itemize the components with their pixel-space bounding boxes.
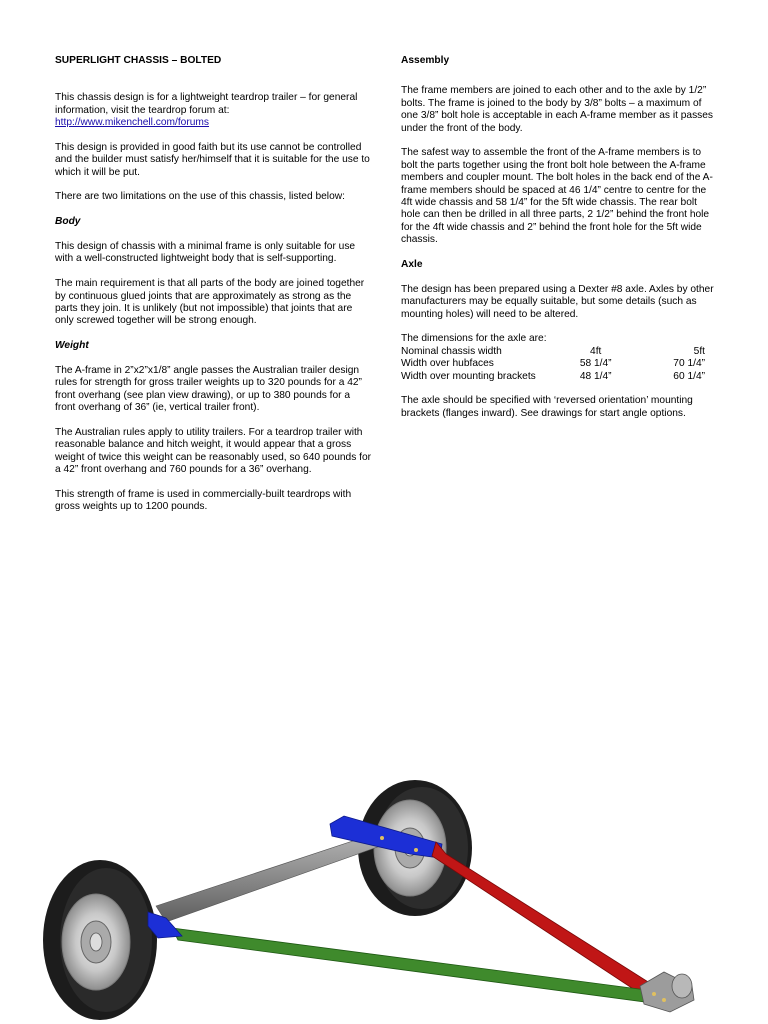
dim-value-4ft: 48 1/4” (579, 370, 612, 382)
axle-heading: Axle (401, 259, 423, 271)
document-title: SUPERLIGHT CHASSIS – BOLTED (55, 55, 222, 66)
intro-text: This chassis design is for a lightweight teardrop trailer – for general information, visit the teardrop forum at: (55, 92, 358, 116)
chassis-illustration (0, 760, 768, 1024)
body-paragraph-2: The main requirement is that all parts of the body are joined together by continuous glued joints that are approximately as strong as the parts they join. It is unlikely (but not impossible) that joints that are only screwed together will be strong enough. (55, 278, 365, 327)
left-column (55, 55, 373, 526)
aframe-member-green (172, 928, 662, 1004)
wheel-left (43, 860, 157, 1020)
intro-paragraph (55, 92, 373, 129)
weight-paragraph-1: The A-frame in 2”x2”x1/8” angle passes the Australian trailer design rules for strength for gross trailer weights up to 320 pounds for a 42” front overhang (see plan view drawing), or up to 380 pounds for a front overhang of 36” (ie, vertical trailer front). (55, 365, 362, 414)
good-faith-paragraph: This design is provided in good faith but its use cannot be controlled and the builder must satisfy her/himself that it is suitable for the use to which it will be put. (55, 141, 370, 178)
weight-paragraph-3: This strength of frame is used in commercially-built teardrops with gross weights up to 1200 pounds. (55, 489, 352, 513)
bolt-icon (414, 848, 418, 852)
assembly-paragraph-2: The safest way to assemble the front of the A-frame members is to bolt the parts together using the front bolt hole between the A-frame members and coupler mount. The bolt holes in the back end of the A-frame members should be spaced at 46 1/4” centre to centre for the 4ft wide chassis and 58 1/4” for the 5ft wide chassis. The rear bolt hole can then be drilled in all three parts, 2 1/2” behind the front hole for the 4ft wide chassis and 2” behind the front hole for the 5ft wide chassis. (401, 147, 713, 246)
table-row (401, 346, 717, 358)
body-paragraph-1: This design of chassis with a minimal frame is only suitable for use with a well-constructed lightweight body that is self-supporting. (55, 241, 356, 265)
forum-link[interactable]: http://www.mikenchell.com/forums (55, 117, 209, 129)
coupler-head (672, 974, 692, 998)
table-row (401, 358, 717, 370)
assembly-heading: Assembly (401, 55, 450, 66)
dim-value-5ft: 60 1/4” (673, 370, 705, 382)
dim-label: Width over hubfaces (401, 358, 494, 370)
bolt-icon (652, 992, 656, 996)
dim-label: Width over mounting brackets (401, 370, 536, 382)
axle-dimensions (401, 333, 717, 383)
assembly-paragraph-1: The frame members are joined to each other and to the axle by 1/2” bolts. The frame is joined to the body by 3/8” bolts – a maximum of one 3/8” bolt hole is acceptable in each A-frame member as it passes under the front of the body. (401, 85, 714, 134)
body-heading: Body (55, 216, 81, 228)
hub-cap-left (90, 933, 102, 951)
dimensions-table (401, 346, 717, 383)
dim-value-4ft: 58 1/4” (579, 358, 612, 370)
dim-value-5ft: 70 1/4” (673, 358, 705, 370)
bolt-icon (380, 836, 384, 840)
bolt-icon (662, 998, 666, 1002)
dim-value-4ft: 4ft (590, 345, 602, 357)
weight-heading: Weight (55, 340, 89, 352)
coupler (640, 972, 694, 1012)
axle-paragraph-1: The design has been prepared using a Dexter #8 axle. Axles by other manufacturers may be equally suitable, but some details (such as mounting holes) will need to be altered. (401, 283, 714, 320)
axle-paragraph-2: The axle should be specified with ‘reversed orientation’ mounting brackets (flanges inward). See drawings for start angle options. (401, 395, 693, 419)
dim-label: Nominal chassis width (401, 345, 502, 357)
limitations-paragraph: There are two limitations on the use of this chassis, listed below: (55, 191, 345, 203)
weight-paragraph-2: The Australian rules apply to utility trailers. For a teardrop trailer with reasonable balance and hitch weight, it would appear that a gross weight of twice this weight can be reasonably used, so 640 pounds for a 42” front overhang and 760 pounds for a 36” overhang. (55, 427, 372, 476)
right-column (401, 55, 717, 433)
axle-tube (156, 832, 386, 922)
dim-value-5ft: 5ft (693, 345, 705, 357)
dimensions-intro: The dimensions for the axle are: (401, 333, 547, 345)
table-row (401, 371, 717, 383)
